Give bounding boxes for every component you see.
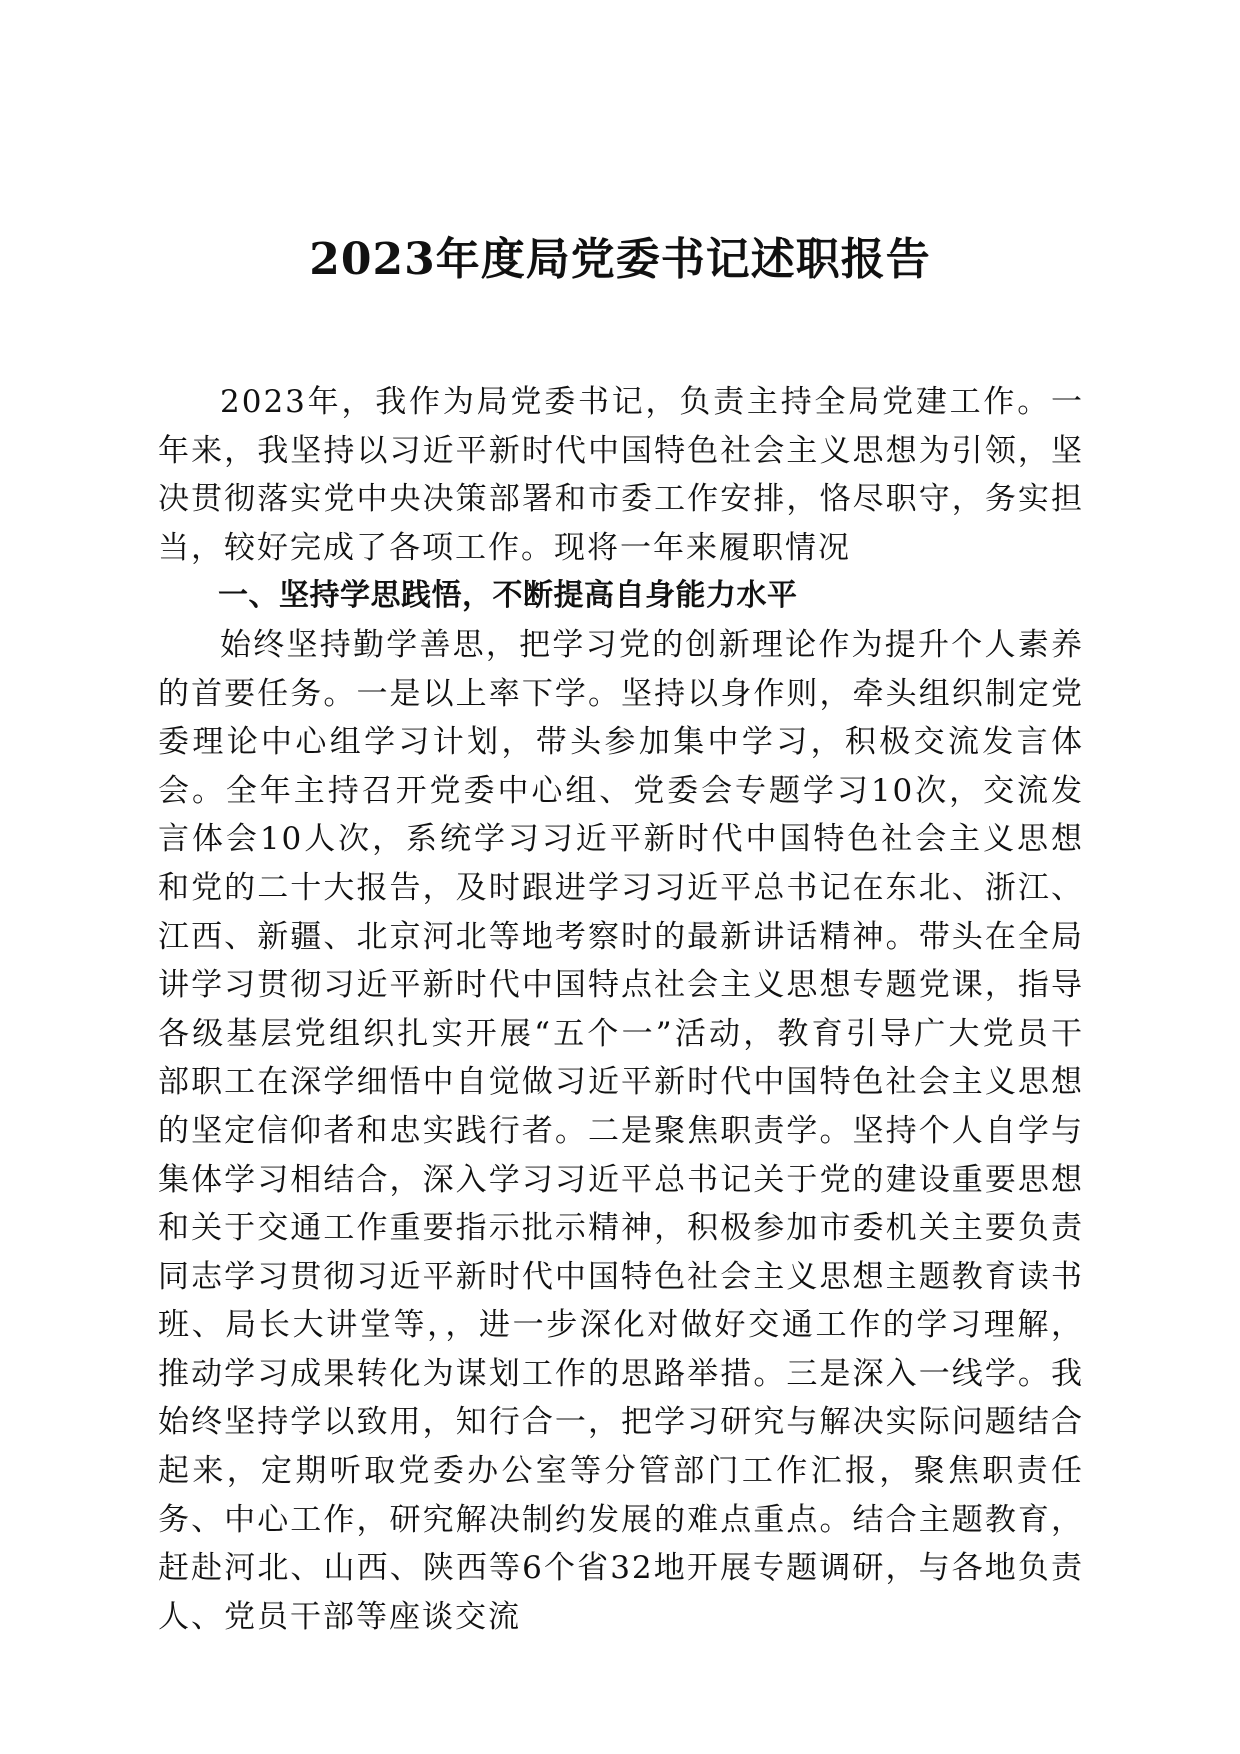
document-body bbox=[158, 378, 1084, 1641]
document-title: 2023年度局党委书记述职报告 bbox=[309, 234, 931, 285]
intro-paragraph: 2023年，我作为局党委书记，负责主持全局党建工作。一年来，我坚持以习近平新时代中国特色社会主义思想为引领，坚决贯彻落实党中央决策部署和市委工作安排，恪尽职守，务实担当，较好完成了各项工作。现将一年来履职情况 bbox=[158, 384, 1084, 566]
section-1-paragraph: 始终坚持勤学善思，把学习党的创新理论作为提升个人素养的首要任务。一是以上率下学。坚持以身作则，牵头组织制定党委理论中心组学习计划，带头参加集中学习，积极交流发言体会。全年主持召开党委中心组、党委会专题学习10次，交流发言体会10人次，系统学习习近平新时代中国特色社会主义思想和党的二十大报告，及时跟进学习习近平总书记在东北、浙江、江西、新疆、北京河北等地考察时的最新讲话精神。带头在全局讲学习贯彻习近平新时代中国特点社会主义思想专题党课，指导各级基层党组织扎实开展“五个一”活动，教育引导广大党员干部职工在深学细悟中自觉做习近平新时代中国特色社会主义思想的坚定信仰者和忠实践行者。二是聚焦职责学。坚持个人自学与集体学习相结合，深入学习习近平总书记关于党的建设重要思想和关于交通工作重要指示批示精神，积极参加市委机关主要负责同志学习贯彻习近平新时代中国特色社会主义思想主题教育读书班、局长大讲堂等，，进一步深化对做好交通工作的学习理解，推动学习成果转化为谋划工作的思路举措。三是深入一线学。我始终坚持学以致用，知行合一，把学习研究与解决实际问题结合起来，定期听取党委办公室等分管部门工作汇报，聚焦职责任务、中心工作，研究解决制约发展的难点重点。结合主题教育，赶赴河北、山西、陕西等6个省32地开展专题调研，与各地负责人、党员干部等座谈交流 bbox=[158, 626, 1084, 1635]
section-heading-1: 一、坚持学思践悟，不断提高自身能力水平 bbox=[218, 578, 798, 614]
